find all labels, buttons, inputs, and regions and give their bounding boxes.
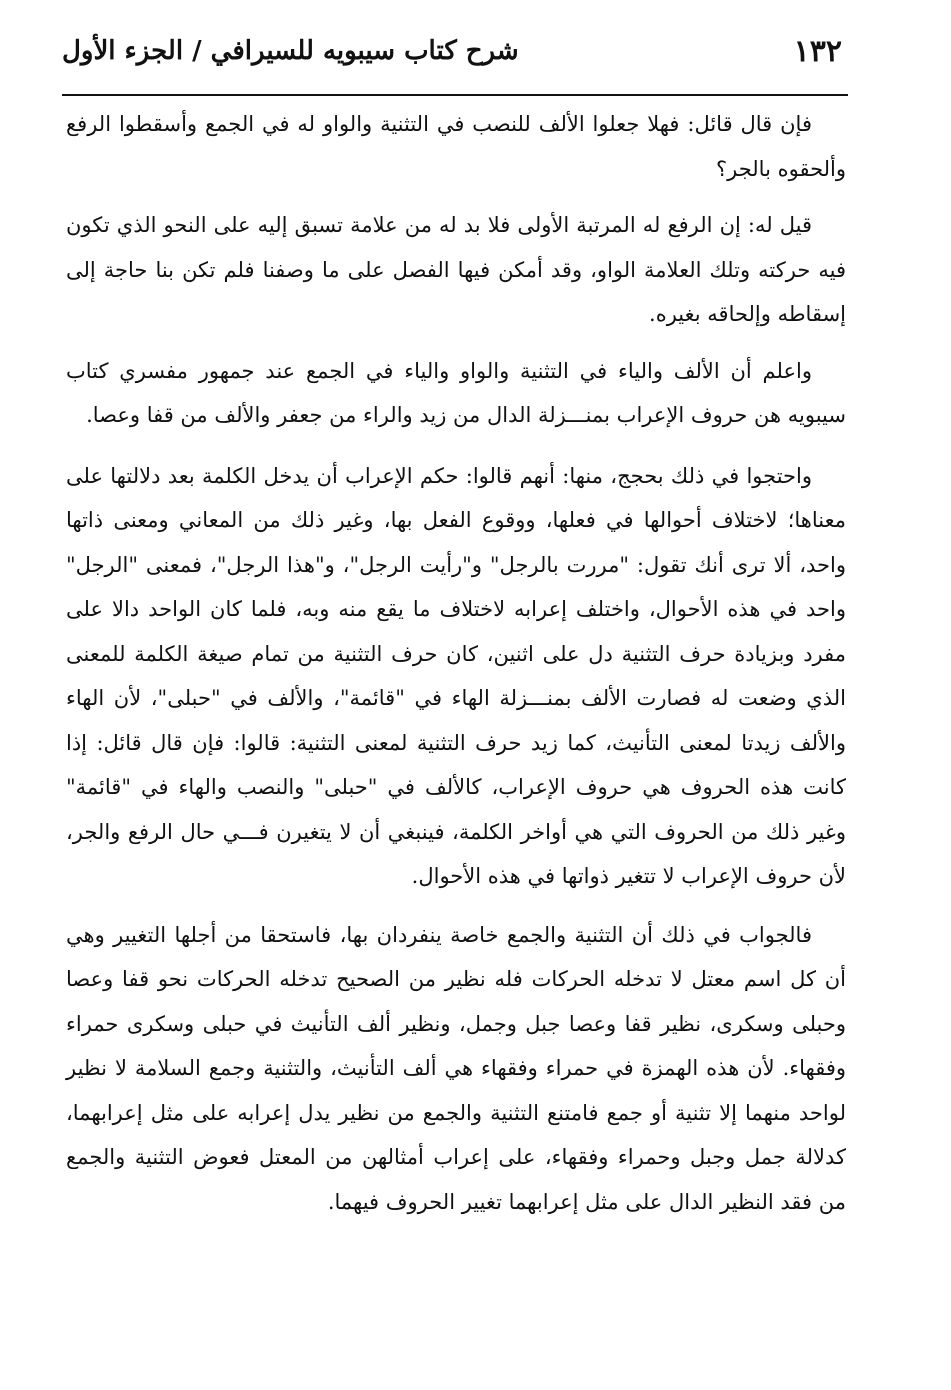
body-text — [66, 102, 846, 1236]
paragraph-question: فإن قال قائل: فهلا جعلوا الألف للنصب في التثنية والواو له في الجمع وأسقطوا الرفع وألحقوه بالجر؟ — [66, 112, 846, 181]
page-number: ١٣٢ — [793, 34, 842, 69]
page-header — [62, 28, 842, 92]
paragraph-note: واعلم أن الألف والياء في التثنية والواو والياء في الجمع عند جمهور مفسري كتاب سيبويه هن حروف الإعراب بمنـــزلة الدال من زيد والراء من جعفر والألف من قفا وعصا. — [66, 358, 846, 427]
paragraph-reply: فالجواب في ذلك أن التثنية والجمع خاصة ينفردان بها، فاستحقا من أجلها التغيير وهي أن كل اسم معتل لا تدخله الحركات فله نظير من الصحيح تدخله الحركات نحو قفا وعصا وحبلى وسكرى، نظير قفا وعصا جبل وجمل، ونظير ألف التأنيث في حبلى وسكرى حمراء وفقهاء. لأن هذه الهمزة في حمراء وفقهاء هي ألف التأنيث، والتثنية وجمع السلامة لا نظير لواحد منهما إلا تثنية أو جمع فامتنع التثنية والجمع من نظير يدل إعرابه على مثل إعرابهما، كدلالة جمل وجبل وحمراء وفقهاء، على إعراب أمثالهن من المعتل فعوض التثنية والجمع من فقد النظير الدال على مثل إعرابهما تغيير الحروف فيهما. — [66, 922, 847, 1214]
paragraph-answer: قيل له: إن الرفع له المرتبة الأولى فلا بد له من علامة تسبق إليه على النحو الذي تكون فيه حركته وتلك العلامة الواو، وقد أمكن فيها الفصل على ما وصفنا فلم تكن بنا حاجة إلى إسقاطه وإلحاقه بغيره. — [66, 213, 846, 326]
header-rule — [62, 94, 848, 96]
paragraph-arguments: واحتجوا في ذلك بحجج، منها: أنهم قالوا: حكم الإعراب أن يدخل الكلمة بعد دلالتها على معناها؛ لاختلاف أحوالها في فعلها، ووقوع الفعل بها، وغير ذلك من المعاني ومعنى ذاتها واحد، ألا ترى أنك تقول: "مررت بالرجل" و"رأيت الرجل"، و"هذا الرجل"، فمعنى "الرجل" واحد في هذه الأحوال، واختلف إعرابه لاختلاف ما يقع منه وبه، فلما كان الواحد دالا على مفرد وبزيادة حرف التثنية دل على اثنين، كان حرف التثنية من تمام صيغة الكلمة للمعنى الذي وضعت له فصارت الألف بمنـــزلة الهاء في "قائمة"، والألف في "حبلى"، لأن الهاء والألف زيدتا لمعنى التأنيث، كما زيد حرف التثنية لمعنى التثنية: قالوا: فإن قال قائل: إذا كانت هذه الحروف هي حروف الإعراب، كالألف في "حبلى" والنصب والهاء في "قائمة" وغير ذلك من الحروف التي هي أواخر الكلمة، فينبغي أن لا يتغيرن فـــي حال الرفع والجر، لأن حروف الإعراب لا تتغير ذواتها في هذه الأحوال. — [66, 463, 846, 888]
running-title: شرح كتاب سيبويه للسيرافي / الجزء الأول — [62, 36, 519, 66]
